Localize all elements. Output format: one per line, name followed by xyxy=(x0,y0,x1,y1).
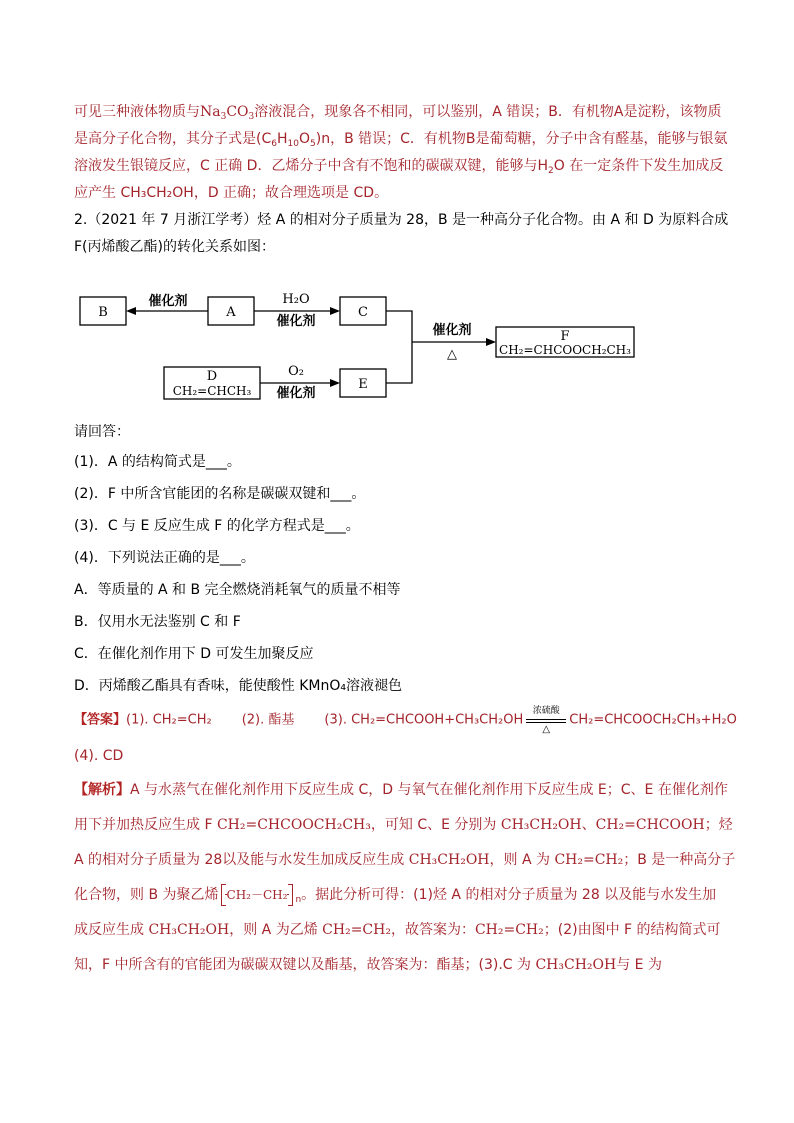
sub-question-1: (1)．A 的结构简式是___。 xyxy=(74,454,241,470)
text: Na xyxy=(200,104,221,120)
answer-tag: 【答案】 xyxy=(74,712,127,728)
sub-question-2: (2)．F 中所含官能团的名称是碳碳双键和___。 xyxy=(74,486,366,502)
formula: CH₃CH₂OH xyxy=(535,957,617,973)
analysis-line-1 xyxy=(74,781,728,799)
text: 可见三种液体物质与 xyxy=(74,104,200,120)
formula: CH₃CH₂OH xyxy=(408,852,490,868)
text: 是高分子化合物，其分子式是(C xyxy=(74,131,272,147)
text: ；B 是一种高分子 xyxy=(623,852,736,868)
text: ；烃 xyxy=(704,817,733,833)
prev-line-2 xyxy=(74,130,728,148)
heat-label: △ xyxy=(447,347,457,362)
text: 溶液发生银镜反应，C 正确 D．乙烯分子中含有不饱和的碳碳双键，能够与H xyxy=(74,158,548,174)
text: H xyxy=(276,131,288,147)
formula: CH₂=CH₂ xyxy=(554,852,624,868)
bracket-right xyxy=(288,884,293,906)
formula: CH₃CH₂OH xyxy=(500,817,582,833)
analysis-tag: 【解析】 xyxy=(74,782,130,798)
arrowhead xyxy=(330,379,340,387)
label-D: D xyxy=(206,369,218,384)
text: 化合物，则 B 为聚乙烯 xyxy=(74,887,219,903)
oxygen-label: O₂ xyxy=(288,364,304,379)
condition-bottom: △ xyxy=(542,724,551,735)
question-intro-1: 2.（2021 年 7 月浙江学考）烃 A 的相对分子质量为 28，B 是一种高分子化合物。由 A 和 D 为原料合成 xyxy=(74,212,729,228)
arrowhead xyxy=(126,307,136,315)
text: )n，B 错误；C．有机物B是葡萄糖，分子中含有醛基，能够与银氨 xyxy=(315,131,728,147)
condition-top: 浓硫酸 xyxy=(532,706,560,716)
analysis-line-3 xyxy=(74,851,735,869)
answer-3: (3). CH₂=CHCOOH+CH₃CH₂OH xyxy=(324,712,524,728)
text: 。据此分析可得：(1)烃 A 的相对分子质量为 28 以及能与水发生加 xyxy=(301,887,717,903)
text xyxy=(200,104,254,120)
text: 2 xyxy=(547,166,554,176)
text: 10 xyxy=(287,139,299,149)
prev-line-4: 应产生 CH₃CH₂OH，D 正确；故合理选项是 CD。 xyxy=(74,185,389,201)
analysis-line-5 xyxy=(74,921,721,939)
label-D-formula: CH₂=CHCH₃ xyxy=(172,384,252,398)
text: 知，F 中所含有的官能团为碳碳双键以及酯基，故答案为：酯基；(3).C 为 xyxy=(74,957,536,973)
text: 3 xyxy=(248,112,255,122)
answer-4: (4). CD xyxy=(74,748,124,764)
reaction-condition xyxy=(525,706,567,735)
label-B: B xyxy=(98,305,108,320)
formula: CH₃CH₂OH xyxy=(148,922,230,938)
prev-line-3 xyxy=(74,157,723,175)
option-C: C．在催化剂作用下 D 可发生加聚反应 xyxy=(74,646,314,662)
text: ，则 A 为乙烯 xyxy=(229,922,323,938)
formula: CH₂－CH₂ xyxy=(226,888,288,902)
formula: CH₂=CH₂ xyxy=(474,922,544,938)
text: ，故答案为： xyxy=(390,922,475,938)
polyethylene-formula xyxy=(221,886,294,904)
label-E: E xyxy=(358,377,368,392)
catalyst-label-2: 催化剂 xyxy=(276,314,316,329)
question-intro-2: F(丙烯酸乙酯)的转化关系如图： xyxy=(74,239,275,255)
answer-3-product: CH₂=CHCOOCH₂CH₃+H₂O xyxy=(569,712,737,728)
text: O xyxy=(298,131,310,147)
text: O 在一定条件下发生加成反 xyxy=(553,158,724,174)
bracket-left xyxy=(221,884,226,906)
text: 5 xyxy=(310,139,316,149)
text: A 的相对分子质量为 28以及能与水发生加成反应生成 xyxy=(74,852,409,868)
text: ，可知 C、E 分别为 xyxy=(370,817,501,833)
formula: CH₂=CHCOOH xyxy=(595,817,705,833)
text: n xyxy=(295,895,302,905)
option-A: A．等质量的 A 和 B 完全燃烧消耗氧气的质量不相等 xyxy=(74,582,401,598)
text: 成反应生成 xyxy=(74,922,149,938)
label-F-formula: CH₂=CHCOOCH₂CH₃ xyxy=(499,343,631,357)
label-C: C xyxy=(358,305,368,320)
analysis-line-2 xyxy=(74,816,733,834)
text: ，则 A 为 xyxy=(489,852,555,868)
text: 、 xyxy=(581,817,596,833)
text: A 与水蒸气在催化剂作用下反应生成 C，D 与氧气在催化剂作用下反应生成 E；C、E 在催化剂作 xyxy=(130,782,728,798)
catalyst-label-4: 催化剂 xyxy=(432,323,472,338)
formula: CH₂=CH₂ xyxy=(322,922,391,938)
answer-prompt: 请回答： xyxy=(74,424,130,440)
answer-line xyxy=(74,706,737,735)
analysis-line-4 xyxy=(74,886,716,904)
text: 3 xyxy=(220,112,227,122)
answer-2: (2). 酯基 xyxy=(241,712,295,728)
answer-1: (1). CH₂=CH₂ xyxy=(126,712,212,728)
arrowhead xyxy=(330,307,340,315)
label-A: A xyxy=(226,305,236,320)
prev-line-1 xyxy=(74,103,722,121)
option-B: B．仅用水无法鉴别 C 和 F xyxy=(74,614,241,630)
reaction-diagram xyxy=(60,283,660,401)
text: 溶液混合，现象各不相同，可以鉴别，A 错误；B．有机物A是淀粉，该物质 xyxy=(254,104,722,120)
text: CO xyxy=(226,104,249,120)
text: ；(2)由图中 F 的结构简式可 xyxy=(543,922,721,938)
catalyst-label-1: 催化剂 xyxy=(148,294,188,309)
water-label: H₂O xyxy=(282,292,310,307)
label-F: F xyxy=(560,329,570,344)
sub-question-4: (4)．下列说法正确的是___。 xyxy=(74,550,255,566)
sub-question-3: (3)．C 与 E 反应生成 F 的化学方程式是___。 xyxy=(74,518,360,534)
text: 6 xyxy=(271,139,277,149)
arrowhead xyxy=(486,338,496,346)
analysis-line-6 xyxy=(74,956,662,974)
catalyst-label-3: 催化剂 xyxy=(276,386,316,401)
formula: CH₂=CHCOOCH₂CH₃ xyxy=(216,817,371,833)
text: 与 E 为 xyxy=(616,957,662,973)
text: 用下并加热反应生成 F xyxy=(74,817,217,833)
option-D: D．丙烯酸乙酯具有香味，能使酸性 KMnO₄溶液褪色 xyxy=(74,678,402,694)
